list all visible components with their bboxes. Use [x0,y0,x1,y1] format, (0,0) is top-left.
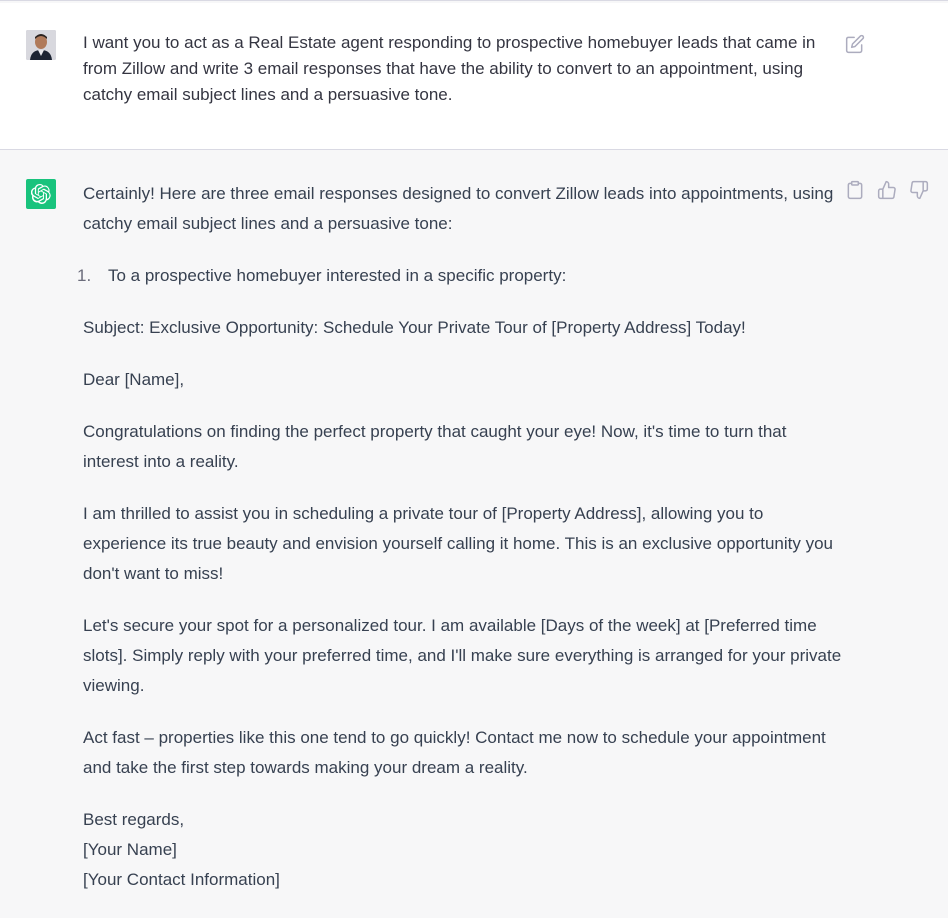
assistant-message-text [77,179,843,917]
user-avatar [26,30,56,60]
email-paragraph-2: I am thrilled to assist you in scheduling a private tour of [Property Address], allowing you to experience its true beauty and envision yourself calling it home. This is an exclusive opportunity you don't want to miss! [83,504,833,583]
thumbs-down-icon[interactable] [909,180,929,200]
user-message-text: I want you to act as a Real Estate agent responding to prospective homebuyer leads that came in from Zillow and write 3 email responses that have the ability to convert to an appointment, using catchy email subject lines and a persuasive tone. [83,33,816,104]
email-greeting: Dear [Name], [83,370,185,389]
email-paragraph-1: Congratulations on finding the perfect property that caught your eye! Now, it's time to turn that interest into a reality. [83,422,787,471]
list-item [77,261,843,291]
intro-paragraph: Certainly! Here are three email responses designed to convert Zillow leads into appointments, using catchy email subject lines and a persuasive tone: [83,184,834,233]
signoff: Best regards, [83,810,185,829]
signature-name: [Your Name] [83,840,177,859]
user-message [0,3,948,150]
numbered-list [77,261,843,291]
openai-logo-icon [26,179,56,209]
email-signature [83,805,843,895]
thumbs-up-icon[interactable] [877,180,897,200]
message-actions [845,180,929,200]
email-paragraph-4: Act fast – properties like this one tend to go quickly! Contact me now to schedule your appointment and take the first step towards making your dream a reality. [83,728,826,777]
assistant-message [0,150,948,918]
user-avatar-photo [26,30,56,60]
email-subject: Subject: Exclusive Opportunity: Schedule Your Private Tour of [Property Address] Today! [83,318,746,337]
list-item-text: To a prospective homebuyer interested in a specific property: [108,266,567,285]
edit-icon[interactable] [845,34,865,54]
email-paragraph-3: Let's secure your spot for a personalized tour. I am available [Days of the week] at [Preferred time slots]. Simply reply with your preferred time, and I'll make sure everything is arranged for your private viewing. [83,616,842,695]
list-number: 1. [77,266,92,285]
signature-contact: [Your Contact Information] [83,870,280,889]
clipboard-icon[interactable] [845,180,865,200]
